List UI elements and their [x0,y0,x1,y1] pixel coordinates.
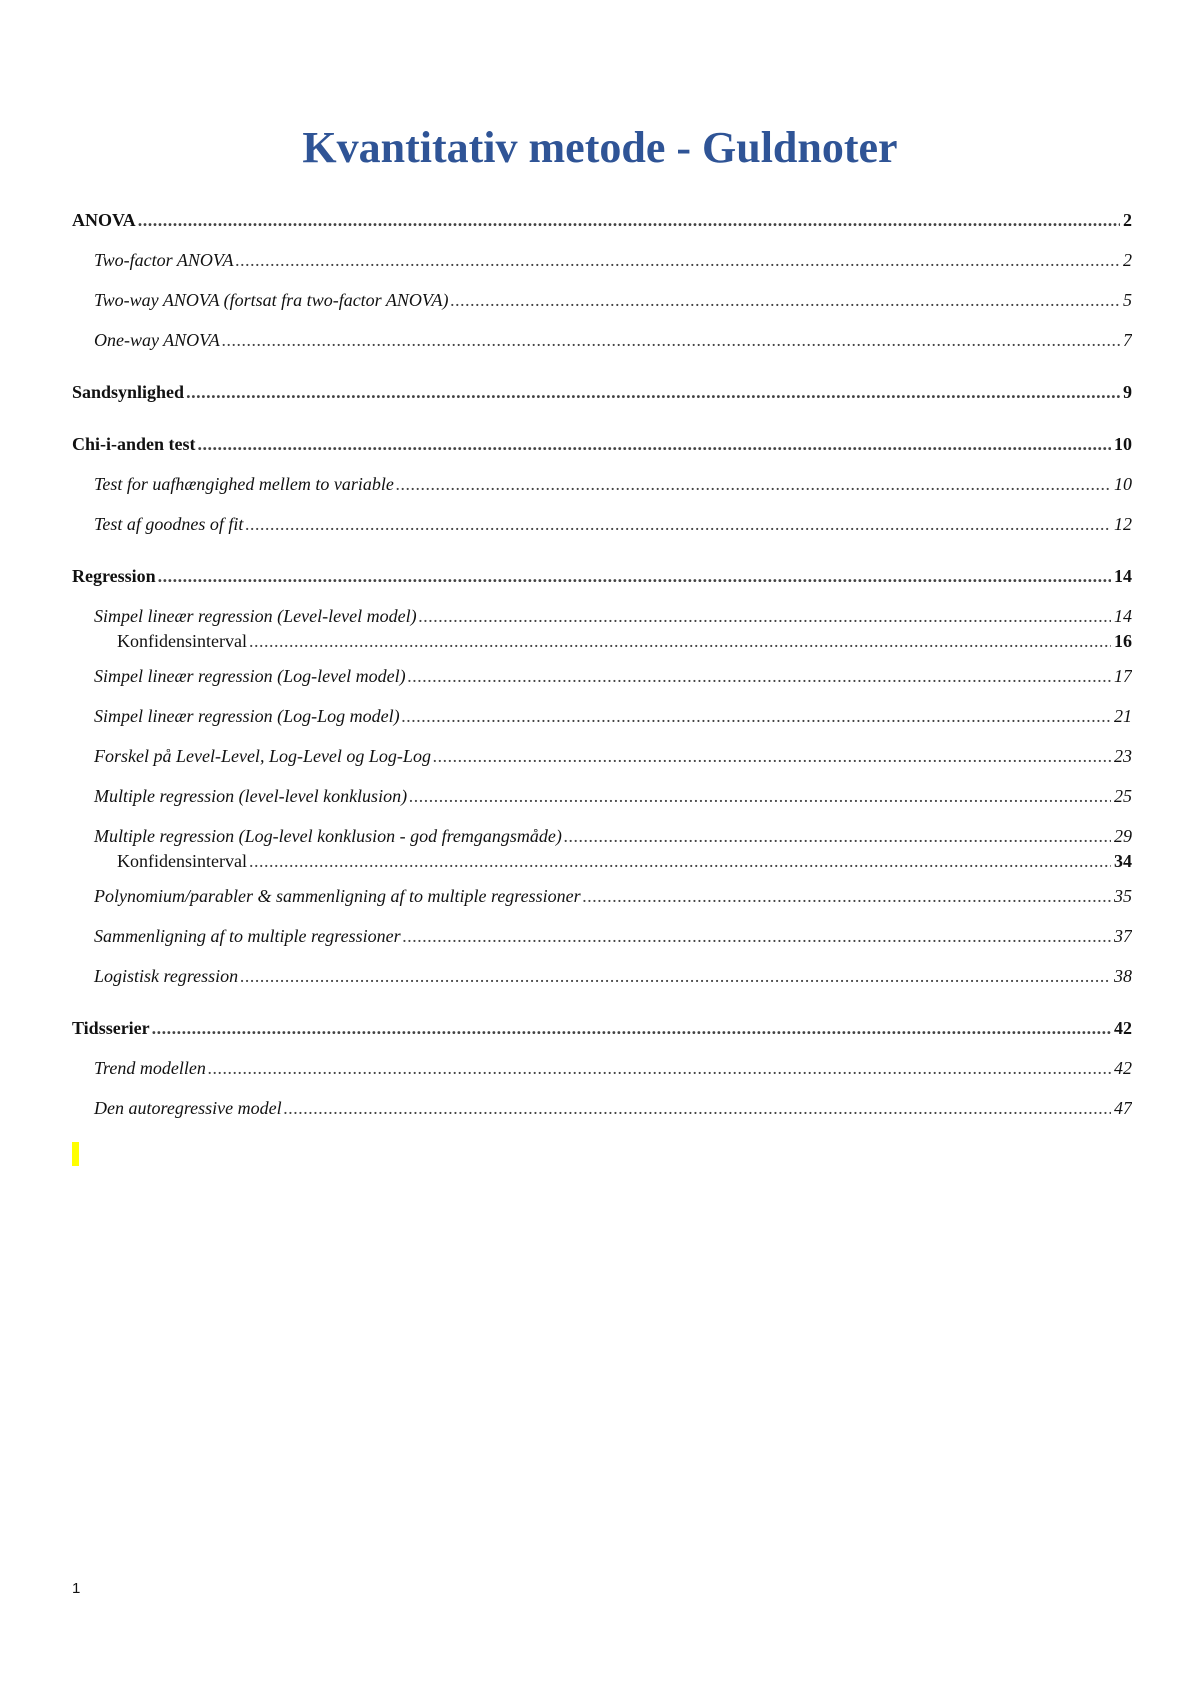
toc-dot-leader [433,736,1111,776]
toc-page-number: 25 [1114,786,1132,806]
toc-dot-leader [198,424,1111,464]
toc-dot-leader [158,556,1111,596]
toc-dot-leader [186,372,1120,412]
toc-dot-leader [409,776,1111,816]
toc-page-number: 7 [1123,330,1132,350]
toc-entry-label: Regression [72,566,156,586]
toc-dot-leader [152,1008,1111,1048]
toc-entry-label: Test af goodnes of fit [94,514,244,534]
toc-entry-label: Simpel lineær regression (Level-level model) [94,606,417,626]
toc-dot-leader [245,504,1111,544]
toc-entry-forskel[interactable] [72,736,1132,776]
toc-entry-label: Konfidensinterval [117,631,247,651]
toc-entry-label: Tidsserier [72,1018,150,1038]
toc-entry-polynomium[interactable] [72,876,1132,916]
table-of-contents [72,200,1132,1128]
toc-dot-leader [240,956,1111,996]
toc-dot-leader [284,1088,1111,1128]
toc-page-number: 29 [1114,826,1132,846]
toc-entry-multiple-level-level[interactable] [72,776,1132,816]
toc-page-number: 42 [1114,1018,1132,1038]
toc-page-number: 21 [1114,706,1132,726]
toc-page-number: 35 [1114,886,1132,906]
toc-dot-leader [249,846,1111,876]
toc-entry-simpel-log-log[interactable] [72,696,1132,736]
toc-entry-label: Konfidensinterval [117,851,247,871]
toc-page-number: 16 [1114,631,1132,651]
toc-page-number: 23 [1114,746,1132,766]
toc-entry-chi-i-anden-test[interactable] [72,424,1132,464]
document-title: Kvantitativ metode - Guldnoter [302,123,898,172]
toc-entry-label: Den autoregressive model [94,1098,282,1118]
toc-page-number: 17 [1114,666,1132,686]
toc-page-number: 2 [1123,210,1132,230]
toc-dot-leader [402,696,1111,736]
toc-entry-goodnes-of-fit[interactable] [72,504,1132,544]
toc-dot-leader [249,626,1111,656]
toc-page-number: 37 [1114,926,1132,946]
toc-page-number: 47 [1114,1098,1132,1118]
toc-page-number: 34 [1114,851,1132,871]
toc-entry-label: Test for uafhængighed mellem to variable [94,474,394,494]
toc-page-number: 14 [1114,566,1132,586]
toc-page-number: 38 [1114,966,1132,986]
footer-page-number: 1 [72,1580,81,1597]
toc-entry-logistisk[interactable] [72,956,1132,996]
toc-entry-label: ANOVA [72,210,136,230]
toc-entry-simpel-log-level[interactable] [72,656,1132,696]
toc-entry-label: Sammenligning af to multiple regressioner [94,926,401,946]
toc-entry-regression[interactable] [72,556,1132,596]
toc-entry-label: Forskel på Level-Level, Log-Level og Log-Log [94,746,431,766]
toc-dot-leader [222,320,1120,360]
toc-page-number: 10 [1114,434,1132,454]
toc-entry-label: Multiple regression (Log-level konklusion - god fremgangsmåde) [94,826,562,846]
toc-page-number: 12 [1114,514,1132,534]
toc-dot-leader [403,916,1111,956]
toc-entry-label: Simpel lineær regression (Log-level model) [94,666,406,686]
toc-dot-leader [408,656,1111,696]
toc-page-number: 42 [1114,1058,1132,1078]
toc-dot-leader [138,200,1120,240]
toc-entry-label: Sandsynlighed [72,382,185,402]
toc-entry-label: Multiple regression (level-level konklusion) [94,786,408,806]
toc-entry-two-factor-anova[interactable] [72,240,1132,280]
toc-entry-sammenligning[interactable] [72,916,1132,956]
toc-entry-label: Polynomium/parabler & sammenligning af to multiple regressioner [94,886,581,906]
toc-entry-label: Two-factor ANOVA [94,250,234,270]
toc-page-number: 10 [1114,474,1132,494]
toc-entry-anova[interactable] [72,200,1132,240]
toc-dot-leader [208,1048,1111,1088]
toc-entry-label: Chi-i-anden test [72,434,196,454]
toc-entry-trend-modellen[interactable] [72,1048,1132,1088]
toc-page-number: 9 [1123,382,1132,402]
highlighted-text-cursor[interactable] [72,1142,79,1166]
toc-dot-leader [396,464,1111,504]
toc-entry-two-way-anova[interactable] [72,280,1132,320]
toc-entry-tidsserier[interactable] [72,1008,1132,1048]
toc-entry-autoregressive[interactable] [72,1088,1132,1128]
toc-entry-test-uafhaengighed[interactable] [72,464,1132,504]
toc-entry-konfidensinterval-1[interactable] [72,626,1132,656]
toc-dot-leader [236,240,1121,280]
toc-entry-label: Logistisk regression [94,966,239,986]
toc-entry-label: Simpel lineær regression (Log-Log model) [94,706,400,726]
toc-entry-label: Trend modellen [94,1058,206,1078]
toc-page-number: 2 [1123,250,1132,270]
toc-page-number: 5 [1123,290,1132,310]
toc-dot-leader [583,876,1111,916]
toc-page-number: 14 [1114,606,1132,626]
toc-entry-label: One-way ANOVA [94,330,220,350]
toc-entry-sandsynlighed[interactable] [72,372,1132,412]
toc-entry-one-way-anova[interactable] [72,320,1132,360]
toc-entry-konfidensinterval-2[interactable] [72,846,1132,876]
toc-entry-label: Two-way ANOVA (fortsat fra two-factor ANOVA) [94,290,449,310]
toc-dot-leader [451,280,1120,320]
